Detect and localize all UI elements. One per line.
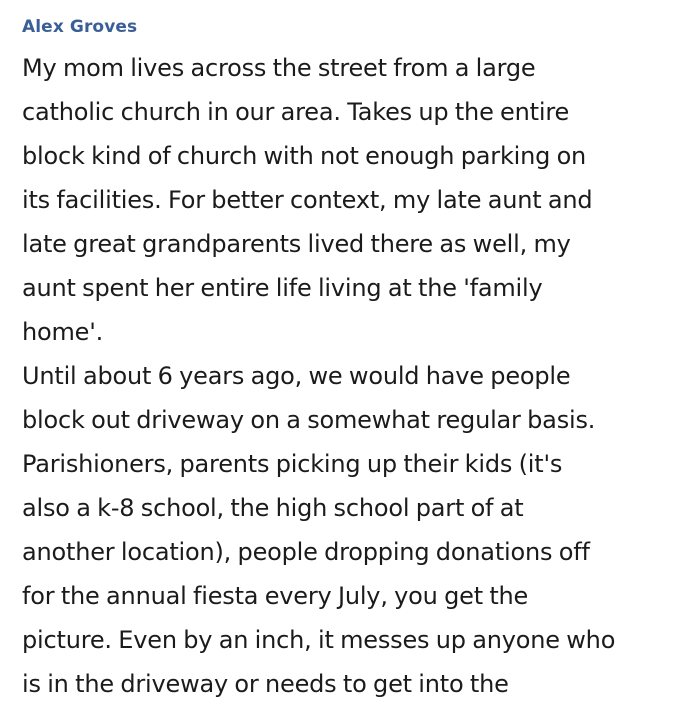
comment-line: Until about 6 years ago, we would have people [22,362,571,390]
comment-line: block kind of church with not enough parking on [22,142,587,170]
comment-line: another location), people dropping donations off [22,538,590,566]
comment-line: block out driveway on a somewhat regular basis. [22,406,596,434]
comment-body [22,46,692,706]
comment-line: also a k-8 school, the high school part of at [22,494,524,522]
comment-line: for the annual fiesta every July, you get the [22,582,529,610]
comment-line: catholic church in our area. Takes up the entire [22,98,570,126]
comment-line: its facilities. For better context, my late aunt and [22,186,593,214]
comment-line: late great grandparents lived there as well, my [22,230,571,258]
author-name[interactable]: Alex Groves [22,17,138,37]
comment-post [22,0,692,706]
comment-line: Parishioners, parents picking up their kids (it's [22,450,563,478]
comment-line: aunt spent her entire life living at the 'family [22,274,543,302]
comment-line: home'. [22,318,104,346]
comment-line: is in the driveway or needs to get into the [22,670,509,698]
comment-line: picture. Even by an inch, it messes up anyone who [22,626,616,654]
comment-line: My mom lives across the street from a large [22,54,536,82]
